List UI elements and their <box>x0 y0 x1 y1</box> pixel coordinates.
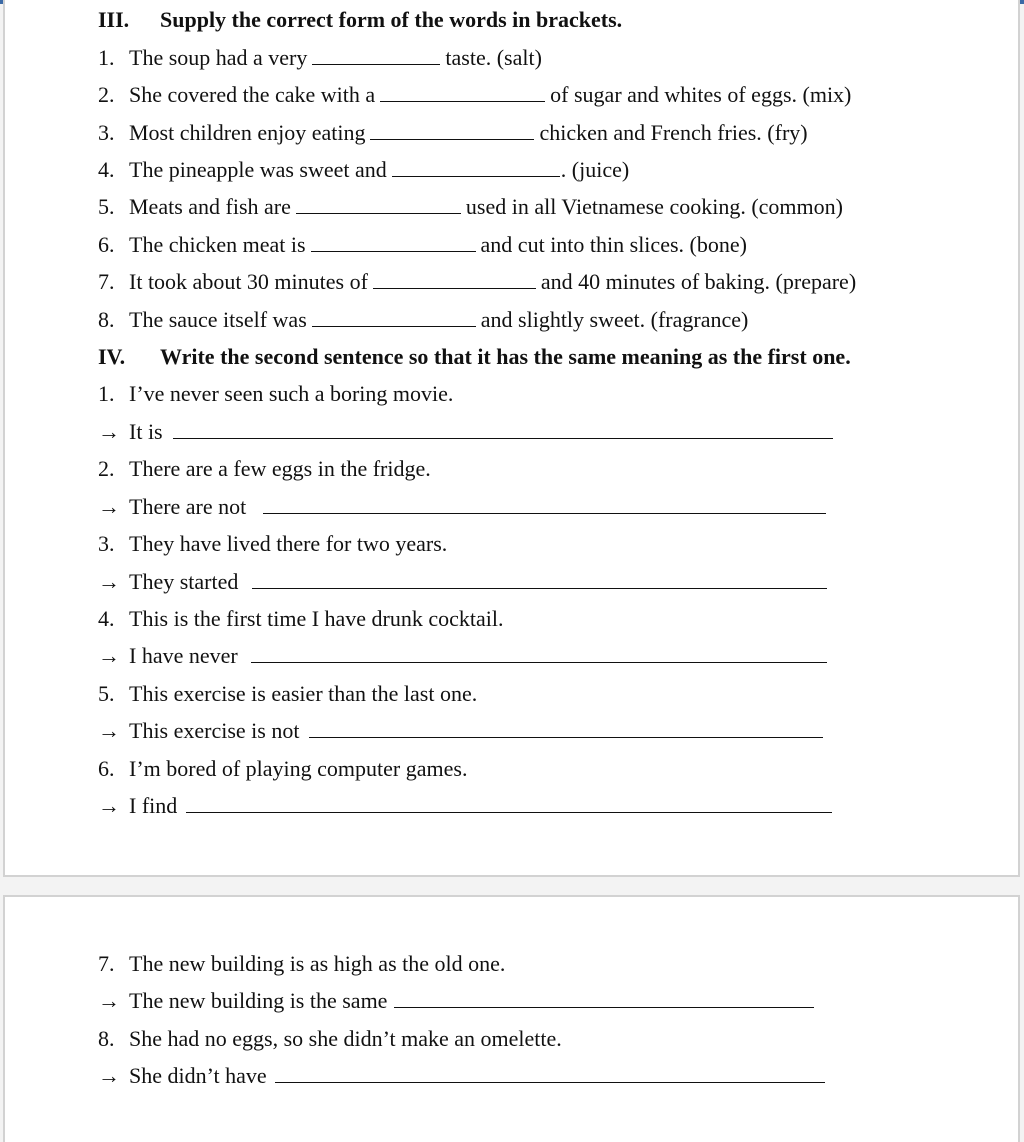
item-text: The chicken meat is <box>129 232 306 257</box>
exercise-item <box>98 951 505 977</box>
item-sentence: There are a few eggs in the fridge. <box>129 456 431 481</box>
arrow-icon: → <box>98 1063 120 1088</box>
section-number: III. <box>98 7 130 32</box>
arrow-icon: → <box>98 793 120 818</box>
item-number: 2. <box>98 456 115 481</box>
item-text: Most children enjoy eating <box>129 120 366 145</box>
item-number: 3. <box>98 531 115 556</box>
exercise-item <box>98 756 467 782</box>
item-text: . (juice) <box>560 157 630 182</box>
item-number: 6. <box>98 232 115 257</box>
item-number: 2. <box>98 82 115 107</box>
exercise-item <box>98 307 748 333</box>
arrow-icon: → <box>98 494 120 519</box>
item-sentence: This is the first time I have drunk cocktail. <box>129 606 504 631</box>
item-text: The pineapple was sweet and <box>129 157 387 182</box>
section-heading <box>98 344 851 370</box>
rewrite-prompt: They started <box>129 569 239 594</box>
rewrite-prompt: It is <box>129 419 163 444</box>
item-sentence: The new building is as high as the old one. <box>129 951 506 976</box>
rewrite-line <box>98 569 832 595</box>
exercise-item <box>98 456 431 482</box>
exercise-item <box>98 82 851 108</box>
rewrite-prompt: This exercise is not <box>129 718 300 743</box>
item-text: The sauce itself was <box>129 307 307 332</box>
answer-blank[interactable] <box>373 269 536 289</box>
arrow-icon: → <box>98 643 120 668</box>
item-number: 6. <box>98 756 115 781</box>
rewrite-line <box>98 988 819 1014</box>
rewrite-line <box>98 494 831 520</box>
item-text: and 40 minutes of baking. (prepare) <box>540 269 857 294</box>
item-text: chicken and French fries. (fry) <box>539 120 808 145</box>
answer-blank[interactable] <box>263 494 826 514</box>
rewrite-prompt: The new building is the same <box>129 988 388 1013</box>
answer-blank[interactable] <box>380 82 545 102</box>
arrow-icon: → <box>98 419 120 444</box>
rewrite-line <box>98 793 837 819</box>
document-page-2 <box>3 895 1020 1142</box>
rewrite-line <box>98 718 828 744</box>
rewrite-line <box>98 1063 830 1089</box>
exercise-item <box>98 269 856 295</box>
item-number: 4. <box>98 157 115 182</box>
answer-blank[interactable] <box>252 569 827 589</box>
exercise-item <box>98 681 477 707</box>
rewrite-line <box>98 643 832 669</box>
item-number: 7. <box>98 951 115 976</box>
item-sentence: She had no eggs, so she didn’t make an omelette. <box>129 1026 562 1051</box>
item-sentence: They have lived there for two years. <box>129 531 448 556</box>
exercise-item <box>98 120 808 146</box>
item-sentence: This exercise is easier than the last one. <box>129 681 478 706</box>
item-sentence: I’ve never seen such a boring movie. <box>129 381 454 406</box>
exercise-item <box>98 606 504 632</box>
item-number: 3. <box>98 120 115 145</box>
item-number: 4. <box>98 606 115 631</box>
item-text: It took about 30 minutes of <box>129 269 368 294</box>
exercise-item <box>98 381 453 407</box>
item-number: 5. <box>98 194 115 219</box>
answer-blank[interactable] <box>173 419 833 439</box>
item-text: and cut into thin slices. (bone) <box>480 232 747 257</box>
answer-blank[interactable] <box>370 120 534 140</box>
rewrite-line <box>98 419 838 445</box>
exercise-item <box>98 531 447 557</box>
answer-blank[interactable] <box>275 1063 825 1083</box>
rewrite-prompt: She didn’t have <box>129 1063 267 1088</box>
section-title: Write the second sentence so that it has the same meaning as the first one. <box>160 344 851 369</box>
exercise-item <box>98 232 747 258</box>
item-number: 1. <box>98 45 115 70</box>
answer-blank[interactable] <box>312 307 476 327</box>
item-number: 7. <box>98 269 115 294</box>
arrow-icon: → <box>98 569 120 594</box>
item-number: 5. <box>98 681 115 706</box>
answer-blank[interactable] <box>312 45 440 65</box>
section-heading <box>98 7 622 33</box>
answer-blank[interactable] <box>186 793 832 813</box>
item-text: The soup had a very <box>129 45 308 70</box>
item-text: and slightly sweet. (fragrance) <box>480 307 749 332</box>
answer-blank[interactable] <box>296 194 461 214</box>
item-number: 8. <box>98 1026 115 1051</box>
rewrite-prompt: I find <box>129 793 178 818</box>
rewrite-prompt: There are not <box>129 494 247 519</box>
answer-blank[interactable] <box>394 988 814 1008</box>
rewrite-prompt: I have never <box>129 643 238 668</box>
exercise-item <box>98 1026 562 1052</box>
answer-blank[interactable] <box>311 232 476 252</box>
answer-blank[interactable] <box>309 718 823 738</box>
arrow-icon: → <box>98 988 120 1013</box>
item-text: She covered the cake with a <box>129 82 376 107</box>
arrow-icon: → <box>98 718 120 743</box>
exercise-item <box>98 45 542 71</box>
section-title: Supply the correct form of the words in brackets. <box>160 7 623 32</box>
section-number: IV. <box>98 344 126 369</box>
item-text: taste. (salt) <box>445 45 542 70</box>
item-text: of sugar and whites of eggs. (mix) <box>550 82 852 107</box>
item-number: 1. <box>98 381 115 406</box>
item-number: 8. <box>98 307 115 332</box>
item-sentence: I’m bored of playing computer games. <box>129 756 468 781</box>
item-text: Meats and fish are <box>129 194 291 219</box>
exercise-item <box>98 194 843 220</box>
exercise-item <box>98 157 629 183</box>
answer-blank[interactable] <box>392 157 560 177</box>
answer-blank[interactable] <box>251 643 827 663</box>
item-text: used in all Vietnamese cooking. (common) <box>465 194 843 219</box>
